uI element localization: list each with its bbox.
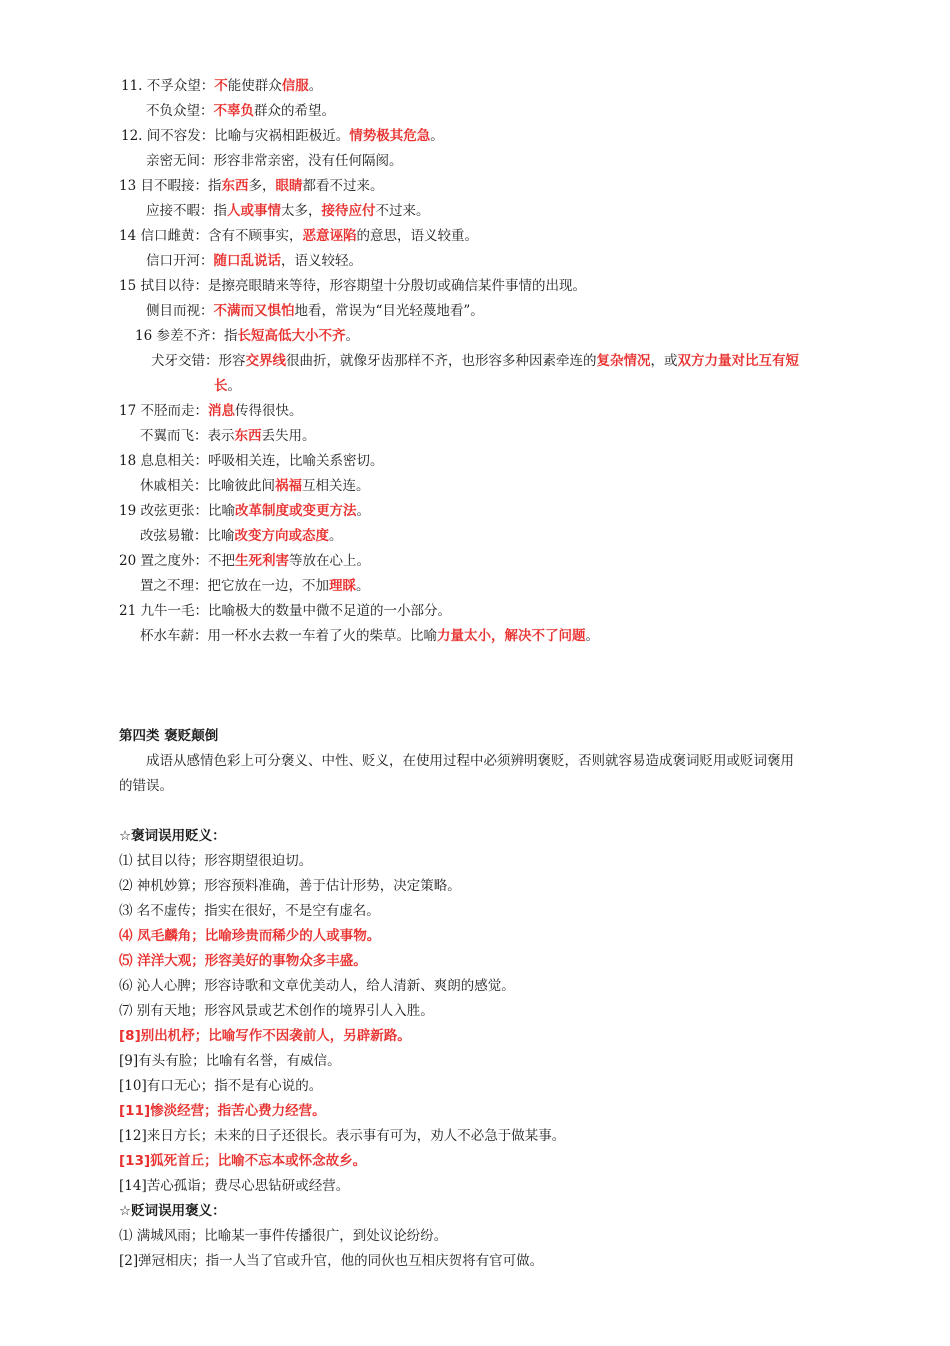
- text-line: [119, 1202, 226, 1220]
- text-line: [135, 327, 359, 345]
- highlighted-text: [11]惨淡经营；指苦心费力经营。: [119, 1103, 326, 1119]
- text-line: [119, 602, 451, 620]
- body-text: 20 置之度外：不把: [119, 553, 235, 569]
- text-line: [214, 377, 241, 395]
- body-text: 传得很快。: [234, 403, 303, 419]
- text-line: [119, 1002, 434, 1020]
- highlighted-text: ⑸ 洋洋大观；形容美好的事物众多丰盛。: [119, 953, 367, 969]
- text-line: [119, 452, 383, 470]
- body-text: 。: [430, 128, 444, 144]
- text-line: [119, 1027, 411, 1045]
- body-text: 12. 间不容发：比喻与灾祸相距极近。: [121, 128, 350, 144]
- body-text: ⑴ 拭目以待；形容期望很迫切。: [119, 853, 313, 869]
- text-line: [151, 352, 799, 370]
- highlighted-text: 眼睛: [275, 178, 303, 194]
- text-line: [146, 202, 430, 220]
- text-line: [121, 77, 322, 95]
- highlighted-text: 恶意诬陷: [302, 228, 357, 244]
- highlighted-text: 消息: [207, 403, 235, 419]
- body-text: 改弦易辙：比喻: [140, 528, 235, 544]
- text-line: [119, 552, 370, 570]
- text-line: [119, 1052, 341, 1070]
- highlighted-text: 人或事情: [227, 203, 281, 219]
- highlighted-text: 长短高低大小不齐: [237, 328, 346, 344]
- body-text: 。: [585, 628, 599, 644]
- highlighted-text: 改变方向或态度: [234, 528, 329, 544]
- body-text: 21 九牛一毛：比喻极大的数量中微不足道的一小部分。: [119, 603, 451, 619]
- highlighted-text: [13]狐死首丘；比喻不忘本或怀念故乡。: [119, 1153, 367, 1169]
- body-text: 的意思，语义较重。: [356, 228, 478, 244]
- highlighted-text: 东西: [221, 178, 249, 194]
- highlighted-text: 长: [214, 378, 228, 394]
- body-text: 19 改弦更张：比喻: [119, 503, 235, 519]
- text-line: [119, 927, 380, 945]
- body-text: 太多，: [281, 203, 322, 219]
- highlighted-text: 东西: [234, 428, 262, 444]
- body-text: 休戚相关：比喻彼此间: [140, 478, 275, 494]
- body-text: 成语从感情色彩上可分褒义、中性、贬义，在使用过程中必须辨明褒贬，否则就容易造成褒词贬用或贬词褒用: [146, 753, 794, 769]
- highlighted-text: ⑷ 凤毛麟角；比喻珍贵而稀少的人或事物。: [119, 928, 381, 944]
- highlighted-text: 力量太小，解决不了问题: [437, 628, 586, 644]
- text-line: [119, 777, 173, 795]
- text-line: [119, 502, 370, 520]
- body-text: 群众的希望。: [254, 103, 335, 119]
- highlighted-text: 情势极其危急: [349, 128, 431, 144]
- highlighted-text: 理睬: [329, 578, 356, 594]
- body-text: 。: [227, 378, 241, 394]
- body-text: 应接不暇：指: [146, 203, 227, 219]
- text-line: [119, 1227, 447, 1245]
- body-text: [2]弹冠相庆；指一人当了官或升官，他的同伙也互相庆贺将有官可做。: [119, 1253, 544, 1269]
- heading-text: 第四类 褒贬颠倒: [119, 728, 219, 744]
- text-line: [119, 1077, 322, 1095]
- text-line: [146, 152, 403, 170]
- text-line: [140, 527, 343, 545]
- text-line: [119, 1127, 565, 1145]
- highlighted-text: 不满而又惧怕: [213, 303, 295, 319]
- text-line: [140, 427, 316, 445]
- heading-text: ☆褒词误用贬义：: [119, 828, 226, 844]
- highlighted-text: 不辜负: [213, 103, 254, 119]
- body-text: ，或: [650, 353, 678, 369]
- text-line: [119, 852, 312, 870]
- text-line: [119, 877, 461, 895]
- body-text: 亲密无间：形容非常亲密，没有任何隔阂。: [146, 153, 403, 169]
- body-text: 都看不过来。: [302, 178, 384, 194]
- body-text: ，语义较轻。: [281, 253, 362, 269]
- body-text: 地看，常误为“目光轻蔑地看”。: [294, 303, 484, 319]
- body-text: 。: [345, 328, 359, 344]
- body-text: 。: [356, 503, 370, 519]
- text-line: [119, 227, 478, 245]
- highlighted-text: 生死利害: [234, 553, 289, 569]
- body-text: 15 拭目以待：是擦亮眼睛来等待，形容期望十分殷切或确信某件事情的出现。: [119, 278, 586, 294]
- highlighted-text: 不: [214, 78, 228, 94]
- highlighted-text: 祸福: [275, 478, 302, 494]
- body-text: 多，: [248, 178, 276, 194]
- text-line: [140, 477, 370, 495]
- body-text: ⑹ 沁人心脾；形容诗歌和文章优美动人，给人清新、爽朗的感觉。: [119, 978, 515, 994]
- highlighted-text: 随口乱说话: [213, 253, 281, 269]
- text-line: [119, 902, 380, 920]
- text-line: [119, 402, 302, 420]
- body-text: 很曲折，就像牙齿那样不齐，也形容多种因素牵连的: [286, 353, 597, 369]
- body-text: 不翼而飞：表示: [140, 428, 235, 444]
- text-line: [119, 1102, 326, 1120]
- body-text: 。: [329, 528, 343, 544]
- body-text: [9]有头有脸；比喻有名誉，有威信。: [119, 1053, 341, 1069]
- highlighted-text: 双方力量对比互有短: [677, 353, 799, 369]
- text-line: [146, 252, 362, 270]
- highlighted-text: [8]别出机杼；比喻写作不因袭前人，另辟新路。: [119, 1028, 411, 1044]
- heading-text: ☆贬词误用褒义：: [119, 1203, 226, 1219]
- text-line: [119, 827, 226, 845]
- text-line: [146, 102, 335, 120]
- highlighted-text: 复杂情况: [596, 353, 651, 369]
- highlighted-text: 信服: [281, 78, 309, 94]
- text-line: [119, 727, 218, 745]
- highlighted-text: 改革制度或变更方法: [234, 503, 357, 519]
- highlighted-text: 接待应付: [321, 203, 376, 219]
- body-text: 13 目不暇接：指: [119, 178, 222, 194]
- body-text: 的错误。: [119, 778, 173, 794]
- text-line: [121, 127, 444, 145]
- body-text: 犬牙交错：形容: [151, 353, 246, 369]
- body-text: [12]来日方长；未来的日子还很长。表示事有可为，劝人不必急于做某事。: [119, 1128, 566, 1144]
- body-text: 等放在心上。: [288, 553, 370, 569]
- body-text: [10]有口无心；指不是有心说的。: [119, 1078, 323, 1094]
- body-text: 互相关连。: [302, 478, 370, 494]
- text-line: [119, 1252, 543, 1270]
- body-text: 信口开河：: [146, 253, 214, 269]
- body-text: [14]苦心孤诣；费尽心思钻研或经营。: [119, 1178, 350, 1194]
- body-text: 丢失用。: [261, 428, 316, 444]
- text-line: [140, 627, 599, 645]
- text-line: [119, 1177, 349, 1195]
- body-text: 不过来。: [375, 203, 430, 219]
- body-text: 17 不胫而走：: [119, 403, 208, 419]
- body-text: 14 信口雌黄：含有不顾事实，: [119, 228, 303, 244]
- body-text: 不负众望：: [146, 103, 214, 119]
- text-line: [119, 277, 586, 295]
- text-line: [119, 952, 367, 970]
- body-text: 16 参差不齐：指: [135, 328, 238, 344]
- body-text: 。: [308, 78, 323, 94]
- highlighted-text: 交界线: [245, 353, 286, 369]
- body-text: ⑴ 满城风雨；比喻某一事件传播很广，到处议论纷纷。: [119, 1228, 448, 1244]
- text-line: [140, 577, 370, 595]
- text-line: [119, 177, 383, 195]
- body-text: 杯水车薪：用一杯水去救一车着了火的柴草。比喻: [140, 628, 437, 644]
- body-text: 11. 不孚众望：: [121, 78, 215, 94]
- body-text: ⑺ 别有天地；形容风景或艺术创作的境界引人入胜。: [119, 1003, 434, 1019]
- text-line: [146, 752, 794, 770]
- body-text: 18 息息相关：呼吸相关连，比喻关系密切。: [119, 453, 384, 469]
- body-text: ⑶ 名不虚传；指实在很好，不是空有虚名。: [119, 903, 380, 919]
- text-line: [119, 1152, 366, 1170]
- text-line: [146, 302, 484, 320]
- body-text: 置之不理：把它放在一边，不加: [140, 578, 329, 594]
- body-text: 侧目而视：: [146, 303, 214, 319]
- text-line: [119, 977, 515, 995]
- body-text: 。: [356, 578, 370, 594]
- body-text: ⑵ 神机妙算；形容预料准确，善于估计形势，决定策略。: [119, 878, 461, 894]
- body-text: 能使群众: [227, 78, 282, 94]
